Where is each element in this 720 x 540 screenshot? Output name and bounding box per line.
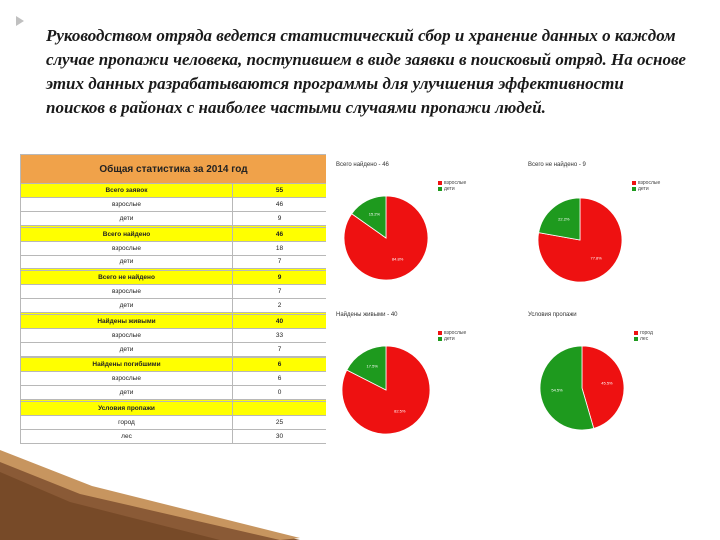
table-row — [21, 255, 327, 269]
table-row — [21, 372, 327, 386]
row-value: 55 — [233, 184, 327, 198]
pie-slice-label: 84.8% — [391, 256, 404, 262]
table-row — [21, 197, 327, 211]
chart-found — [332, 160, 516, 288]
legend-swatch — [632, 181, 636, 185]
row-label: взрослые — [21, 328, 233, 342]
row-label: Найдены погибшими — [21, 358, 233, 372]
row-value: 0 — [233, 386, 327, 400]
chart-title: Всего найдено - 46 — [336, 162, 389, 168]
legend-swatch — [634, 331, 638, 335]
row-value: 18 — [233, 241, 327, 255]
row-value: 46 — [233, 227, 327, 241]
row-label: взрослые — [21, 197, 233, 211]
table-row — [21, 314, 327, 328]
row-label: дети — [21, 386, 233, 400]
table-row — [21, 211, 327, 225]
pie-svg — [332, 310, 516, 440]
pie-slice-label: 77.8% — [590, 255, 602, 261]
pie-svg — [524, 160, 714, 288]
pie-slice-label: 15.2% — [368, 211, 381, 217]
legend-swatch — [438, 331, 442, 335]
row-value: 30 — [233, 429, 327, 443]
table-row — [21, 429, 327, 443]
row-label: Всего заявок — [21, 184, 233, 198]
row-label: взрослые — [21, 372, 233, 386]
legend-swatch — [632, 187, 636, 191]
legend-label: лес — [640, 336, 649, 342]
row-label: Найдены живыми — [21, 314, 233, 328]
row-value: 7 — [233, 255, 327, 269]
row-label: Условия пропажи — [21, 401, 233, 415]
row-label: дети — [21, 299, 233, 313]
row-value: 33 — [233, 328, 327, 342]
pie-slice-label: 54.5% — [551, 387, 563, 393]
chart-found-alive — [332, 310, 516, 440]
pie-slice-label: 17.5% — [366, 363, 378, 369]
row-value: 46 — [233, 197, 327, 211]
row-value: 40 — [233, 314, 327, 328]
row-value: 25 — [233, 415, 327, 429]
row-label: дети — [21, 342, 233, 356]
table-title: Общая статистика за 2014 год — [21, 155, 327, 184]
legend-label: город — [640, 330, 653, 336]
row-label: город — [21, 415, 233, 429]
pie-svg — [332, 160, 516, 288]
row-value: 6 — [233, 372, 327, 386]
chart-legend — [438, 330, 466, 342]
pie-slice-label: 82.5% — [394, 408, 406, 414]
row-value: 9 — [233, 271, 327, 285]
row-label: взрослые — [21, 241, 233, 255]
legend-item — [438, 336, 466, 342]
table-row — [21, 342, 327, 356]
slide-body-text: Руководством отряда ведется статистический сбор и хранение данных о каждом случае пропажи человека, поступившем в виде заявки в поисковый отряд. На основе этих данных разрабатываются программы для улучшения эффективности поисков в районах с наиболее частыми случаями пропажи людей. — [46, 26, 686, 117]
table-row — [21, 415, 327, 429]
row-label: дети — [21, 211, 233, 225]
table-row — [21, 328, 327, 342]
corner-decoration — [0, 450, 720, 540]
chart-not-found — [524, 160, 714, 288]
pie-slice-label: 45.5% — [601, 380, 613, 386]
chart-legend — [632, 180, 660, 192]
pie-slice-label: 22.2% — [558, 216, 570, 222]
table-row — [21, 299, 327, 313]
bullet-arrow-icon — [16, 16, 24, 26]
legend-swatch — [634, 337, 638, 341]
row-value: 7 — [233, 342, 327, 356]
table-row — [21, 271, 327, 285]
chart-legend — [634, 330, 653, 342]
row-label: Всего не найдено — [21, 271, 233, 285]
row-label: лес — [21, 429, 233, 443]
row-label: дети — [21, 255, 233, 269]
legend-item — [438, 186, 466, 192]
chart-title: Всего не найдено - 9 — [528, 162, 586, 168]
legend-label: дети — [444, 186, 455, 192]
legend-label: взрослые — [444, 180, 467, 186]
row-value: 7 — [233, 285, 327, 299]
chart-legend — [438, 180, 466, 192]
legend-swatch — [438, 187, 442, 191]
legend-item — [632, 186, 660, 192]
statistics-table — [20, 154, 327, 444]
chart-conditions — [524, 310, 714, 440]
row-value — [233, 401, 327, 415]
legend-label: взрослые — [638, 180, 661, 186]
chart-title: Найдены живыми - 40 — [336, 312, 398, 318]
legend-label: дети — [444, 336, 455, 342]
table-row — [21, 386, 327, 400]
table-row — [21, 227, 327, 241]
legend-item — [634, 336, 653, 342]
table-row — [21, 285, 327, 299]
legend-label: взрослые — [444, 330, 467, 336]
legend-swatch — [438, 337, 442, 341]
row-value: 6 — [233, 358, 327, 372]
charts-area — [326, 154, 720, 444]
chart-title: Условия пропажи — [528, 312, 577, 318]
row-label: взрослые — [21, 285, 233, 299]
table-row — [21, 358, 327, 372]
row-value: 2 — [233, 299, 327, 313]
pie-svg — [524, 310, 714, 440]
row-value: 9 — [233, 211, 327, 225]
table-row — [21, 401, 327, 415]
legend-swatch — [438, 181, 442, 185]
table-row — [21, 241, 327, 255]
row-label: Всего найдено — [21, 227, 233, 241]
table-row — [21, 184, 327, 198]
legend-label: дети — [638, 186, 649, 192]
